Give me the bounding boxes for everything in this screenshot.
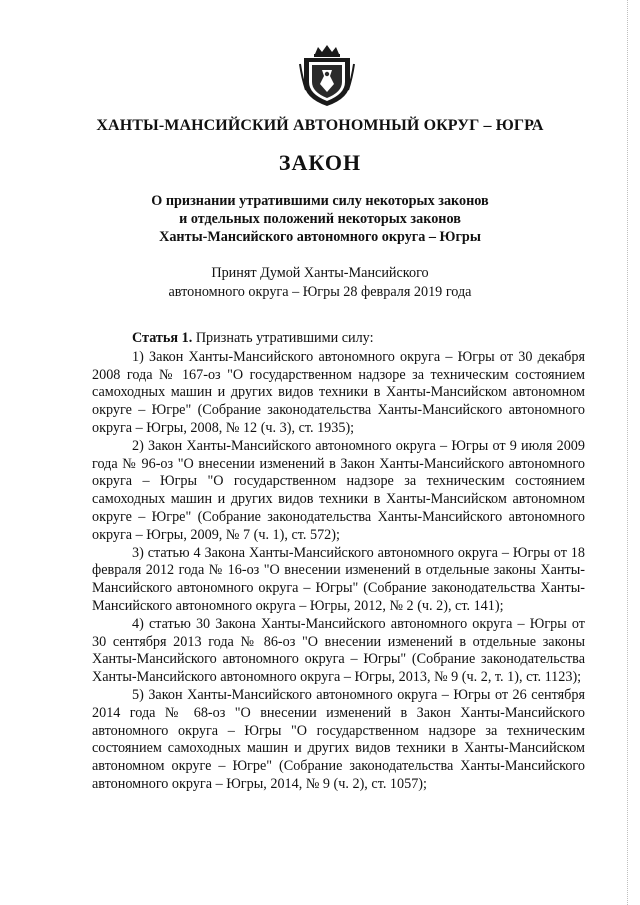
article-item: 5) Закон Ханты-Мансийского автономного округа – Югры от 26 сентября 2014 года № 68-оз "О внесении изменений в Закон Ханты-Мансийского автономного округа – Югры "О государственном надзоре за техническим состоянием самоходных машин и других видов техники в Ханты-Мансийском автономном округе – Югре" (Собрание законодательства Ханты-Мансийского автономного округа – Югры, 2014, № 9 (ч. 2), ст. 1057); <box>92 686 585 792</box>
adoption-note-line: Принят Думой Ханты-Мансийского <box>211 265 429 281</box>
law-subject-line: Ханты-Мансийского автономного округа – Югры <box>159 229 481 245</box>
article-item: 4) статью 30 Закона Ханты-Мансийского автономного округа – Югры от 30 сентября 2013 года № 86-оз "О внесении изменений в отдельные законы Ханты-Мансийского автономного округа – Югры" (Собрание законодательства Ханты-Мансийского автономного округа – Югры, 2013, № 9 (ч. 2, т. 1), ст. 1123); <box>92 615 585 686</box>
article-label: Статья 1. <box>132 330 193 346</box>
document-type-title: ЗАКОН <box>278 150 362 175</box>
region-title: ХАНТЫ-МАНСИЙСКИЙ АВТОНОМНЫЙ ОКРУГ – ЮГРА <box>96 117 544 134</box>
article-heading <box>92 330 585 348</box>
law-subject-line: О признании утратившими силу некоторых законов <box>151 193 489 209</box>
adoption-note <box>0 264 640 302</box>
scan-edge-divider <box>627 0 630 905</box>
article-intro: Признать утратившими силу: <box>192 330 374 346</box>
coat-of-arms-icon <box>298 44 356 108</box>
law-subject-line: и отдельных положений некоторых законов <box>179 211 461 227</box>
law-body <box>92 330 585 794</box>
adoption-note-line: автономного округа – Югры 28 февраля 2019 года <box>168 284 472 300</box>
article-item: 3) статью 4 Закона Ханты-Мансийского автономного округа – Югры от 18 февраля 2012 года № 16-оз "О внесении изменений в отдельные законы Ханты-Мансийского автономного округа – Югры" (Собрание законодательства Ханты-Мансийского автономного округа – Югры, 2012, № 2 (ч. 2), ст. 141); <box>92 544 585 614</box>
article-item: 2) Закон Ханты-Мансийского автономного округа – Югры от 9 июля 2009 года № 96-оз "О внесении изменений в Закон Ханты-Мансийского автономного округа – Югры "О государственном надзоре за техническим состоянием самоходных машин и других видов техники в Ханты-Мансийском автономном округе – Югре" (Собрание законодательства Ханты-Мансийского автономного округа – Югры, 2009, № 7 (ч. 1), ст. 572); <box>92 437 585 543</box>
law-subject <box>0 192 640 246</box>
article-item: 1) Закон Ханты-Мансийского автономного округа – Югры от 30 декабря 2008 года № 167-оз "О государственном надзоре за техническим состоянием самоходных машин и других видов техники в Ханты-Мансийском автономном округе – Югре" (Собрание законодательства Ханты-Мансийского автономного округа – Югры, 2008, № 12 (ч. 3), ст. 1935); <box>92 348 585 436</box>
